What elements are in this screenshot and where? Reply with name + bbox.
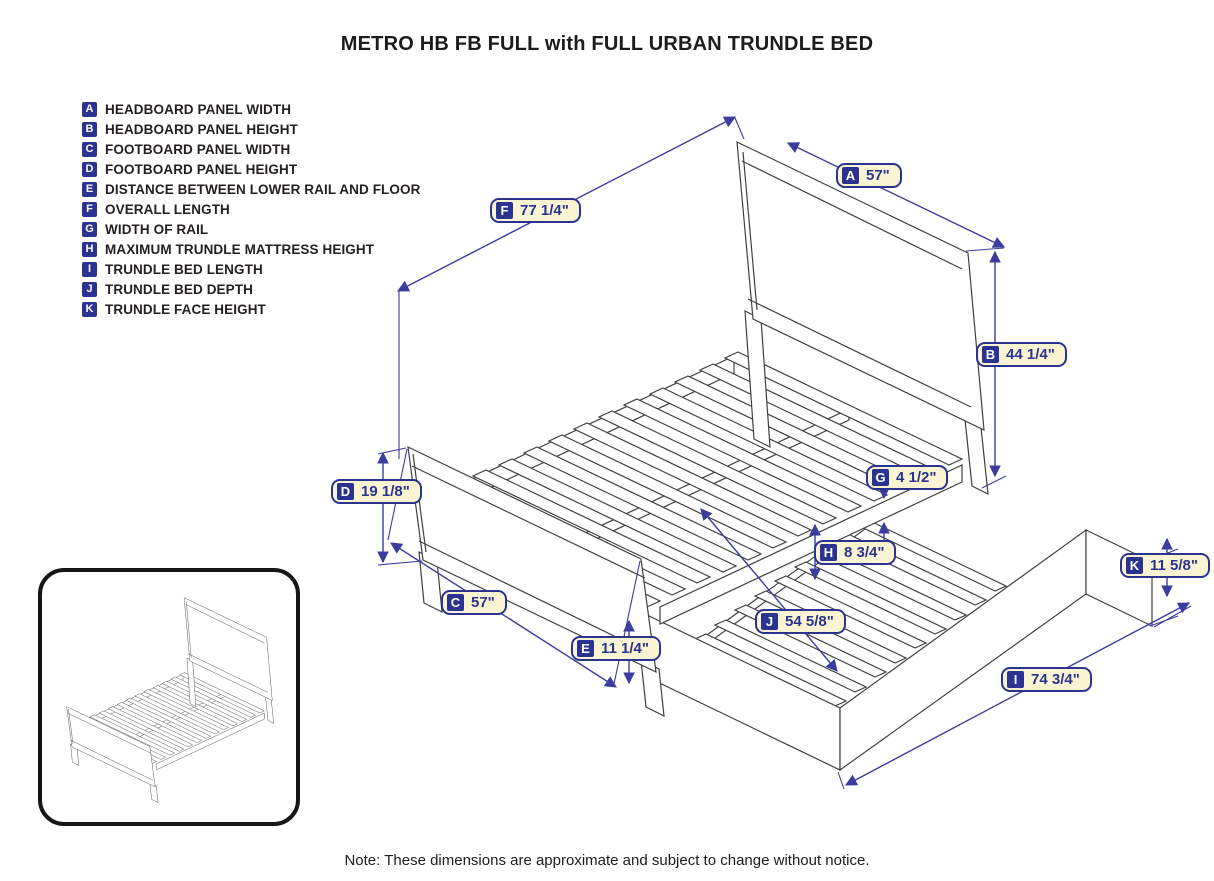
- legend-letter-badge: C: [82, 142, 97, 157]
- dim-value: 74 3/4": [1031, 671, 1080, 688]
- footboard: [408, 447, 664, 716]
- legend-row: H MAXIMUM TRUNDLE MATTRESS HEIGHT: [82, 239, 420, 259]
- trundle-bed: [645, 515, 1152, 770]
- legend-row: K TRUNDLE FACE HEIGHT: [82, 299, 420, 319]
- dim-value: 57": [866, 167, 890, 184]
- legend-row: G WIDTH OF RAIL: [82, 219, 420, 239]
- dim-label-h: [814, 540, 896, 565]
- dim-letter-badge: C: [447, 594, 464, 611]
- disclaimer-note: Note: These dimensions are approximate and subject to change without notice.: [344, 852, 870, 869]
- legend-row: F OVERALL LENGTH: [82, 199, 420, 219]
- dim-letter-badge: E: [577, 640, 594, 657]
- dim-letter-badge: B: [982, 346, 999, 363]
- page-title: METRO HB FB FULL with FULL URBAN TRUNDLE BED: [340, 33, 874, 55]
- legend-letter-badge: J: [82, 282, 97, 297]
- dim-letter-badge: I: [1007, 671, 1024, 688]
- dim-value: 11 1/4": [601, 640, 649, 657]
- dim-value: 44 1/4": [1006, 346, 1055, 363]
- legend-row: I TRUNDLE BED LENGTH: [82, 259, 420, 279]
- legend-letter-badge: D: [82, 162, 97, 177]
- dim-value: 11 5/8": [1150, 557, 1198, 574]
- dim-label-a: [836, 163, 902, 188]
- dim-label-f: [490, 198, 581, 223]
- legend-letter-badge: B: [82, 122, 97, 137]
- dim-value: 8 3/4": [844, 544, 885, 561]
- dim-label-i: [1001, 667, 1092, 692]
- dim-label-j: [755, 609, 846, 634]
- legend-row: B HEADBOARD PANEL HEIGHT: [82, 119, 420, 139]
- bed-thumbnail-inset: [38, 568, 300, 826]
- dim-value: 54 5/8": [785, 613, 834, 630]
- dim-label-c: [441, 590, 507, 615]
- legend-letter-badge: I: [82, 262, 97, 277]
- dim-label-d: [331, 479, 422, 504]
- legend-letter-badge: A: [82, 102, 97, 117]
- bed-thumbnail-drawing: [42, 572, 288, 814]
- legend-letter-badge: F: [82, 202, 97, 217]
- dim-letter-badge: A: [842, 167, 859, 184]
- legend-row: E DISTANCE BETWEEN LOWER RAIL AND FLOOR: [82, 179, 420, 199]
- legend-row: J TRUNDLE BED DEPTH: [82, 279, 420, 299]
- legend-letter-badge: K: [82, 302, 97, 317]
- dim-value: 57": [471, 594, 495, 611]
- dim-label-e: [571, 636, 661, 661]
- dim-value: 19 1/8": [361, 483, 410, 500]
- dim-letter-badge: G: [872, 469, 889, 486]
- legend-row: A HEADBOARD PANEL WIDTH: [82, 99, 420, 119]
- dim-letter-badge: D: [337, 483, 354, 500]
- dim-label-k: [1120, 553, 1210, 578]
- bed-frame: [408, 142, 988, 716]
- dim-letter-badge: K: [1126, 557, 1143, 574]
- dim-label-b: [976, 342, 1067, 367]
- legend-letter-badge: G: [82, 222, 97, 237]
- dim-letter-badge: J: [761, 613, 778, 630]
- legend-letter-badge: E: [82, 182, 97, 197]
- legend-row: C FOOTBOARD PANEL WIDTH: [82, 139, 420, 159]
- dim-letter-badge: H: [820, 544, 837, 561]
- legend-row: D FOOTBOARD PANEL HEIGHT: [82, 159, 420, 179]
- legend-letter-badge: H: [82, 242, 97, 257]
- dim-value: 4 1/2": [896, 469, 937, 486]
- dim-letter-badge: F: [496, 202, 513, 219]
- dim-value: 77 1/4": [520, 202, 569, 219]
- dim-label-g: [866, 465, 948, 490]
